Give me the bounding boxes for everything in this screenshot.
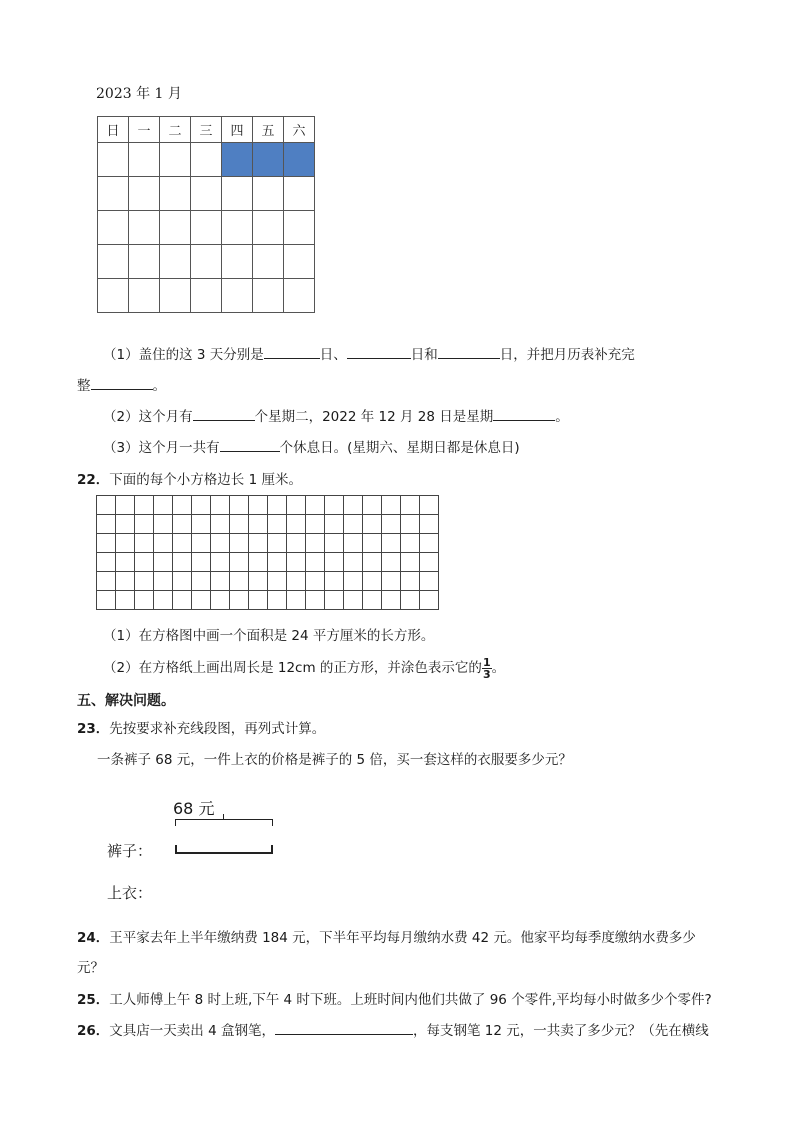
answer-blank bbox=[220, 437, 280, 452]
q23-heading: 23．先按要求补充线段图，再列式计算。 bbox=[77, 721, 326, 737]
calendar-week-row bbox=[98, 211, 315, 245]
calendar-week-row bbox=[98, 143, 315, 177]
calendar-week-row bbox=[98, 279, 315, 313]
coat-label: 上衣： bbox=[107, 884, 153, 902]
calendar-title: 2023 年 1 月 bbox=[96, 86, 182, 102]
calendar-week-row bbox=[98, 177, 315, 211]
answer-blank bbox=[347, 344, 411, 359]
answer-blank bbox=[438, 344, 500, 359]
pants-segment-left-end bbox=[175, 845, 177, 854]
q24-line1: 24．王平家去年上半年缴纳费 184 元，下半年平均每月缴纳水费 42 元。他家平均每季度缴纳水费多少 bbox=[77, 930, 696, 946]
weekday-cell: 五 bbox=[253, 117, 284, 143]
calendar-day-cell bbox=[98, 143, 129, 177]
pants-segment bbox=[175, 852, 273, 854]
q23-problem: 一条裤子 68 元，一件上衣的价格是裤子的 5 倍，买一套这样的衣服要多少元？ bbox=[97, 752, 572, 768]
brace-left-tick bbox=[175, 819, 176, 826]
weekday-cell: 四 bbox=[222, 117, 253, 143]
square-grid bbox=[96, 495, 439, 610]
q24-line2: 元？ bbox=[77, 960, 104, 976]
weekday-cell: 日 bbox=[98, 117, 129, 143]
covered-day-cell bbox=[253, 143, 284, 177]
q21-sub1-line1: （1）盖住的这 3 天分别是 日、 日和 日，并把月历表补充完 bbox=[103, 343, 635, 363]
fraction-one-third: $\frac{1}{3}$ bbox=[482, 655, 491, 681]
calendar-header-row bbox=[98, 117, 315, 143]
covered-day-cell bbox=[222, 143, 253, 177]
answer-blank bbox=[193, 406, 255, 421]
q22-sub2: （2）在方格纸上画出周长是 12cm 的正方形，并涂色表示它的 $\frac{1}{3}$ 。 bbox=[103, 655, 506, 681]
q22-sub1: （1）在方格图中画一个面积是 24 平方厘米的长方形。 bbox=[103, 628, 435, 644]
q21-sub2: （2）这个月有 个星期二，2022 年 12 月 28 日是星期 。 bbox=[103, 405, 569, 425]
calendar-day-cell bbox=[129, 143, 160, 177]
calendar-table bbox=[97, 116, 315, 313]
calendar-week-row bbox=[98, 245, 315, 279]
weekday-cell: 三 bbox=[191, 117, 222, 143]
section-heading: 五、解决问题。 bbox=[77, 693, 175, 709]
brace-center-tick bbox=[223, 814, 224, 820]
answer-blank bbox=[275, 1020, 413, 1035]
covered-day-cell bbox=[284, 143, 315, 177]
pants-segment-right-end bbox=[271, 845, 273, 854]
price-label: 68 元 bbox=[173, 799, 215, 818]
calendar-day-cell bbox=[191, 143, 222, 177]
q21-sub3: （3）这个月一共有 个休息日。(星期六、星期日都是休息日) bbox=[103, 436, 520, 456]
pants-label: 裤子： bbox=[107, 842, 153, 860]
q25: 25．工人师傅上午 8 时上班,下午 4 时下班。上班时间内他们共做了 96 个零件,平均每小时做多少个零件? bbox=[77, 992, 712, 1008]
q21-sub1-line2: 整 。 bbox=[77, 374, 166, 394]
weekday-cell: 二 bbox=[160, 117, 191, 143]
weekday-cell: 六 bbox=[284, 117, 315, 143]
weekday-cell: 一 bbox=[129, 117, 160, 143]
answer-blank bbox=[91, 375, 153, 390]
answer-blank bbox=[493, 406, 555, 421]
q26: 26．文具店一天卖出 4 盒钢笔， ，每支钢笔 12 元，一共卖了多少元？（先在横线 bbox=[77, 1019, 709, 1039]
calendar-day-cell bbox=[160, 143, 191, 177]
answer-blank bbox=[264, 344, 320, 359]
brace-right-tick bbox=[272, 819, 273, 826]
q22-heading: 22．下面的每个小方格边长 1 厘米。 bbox=[77, 472, 302, 488]
brace-line bbox=[175, 819, 273, 820]
